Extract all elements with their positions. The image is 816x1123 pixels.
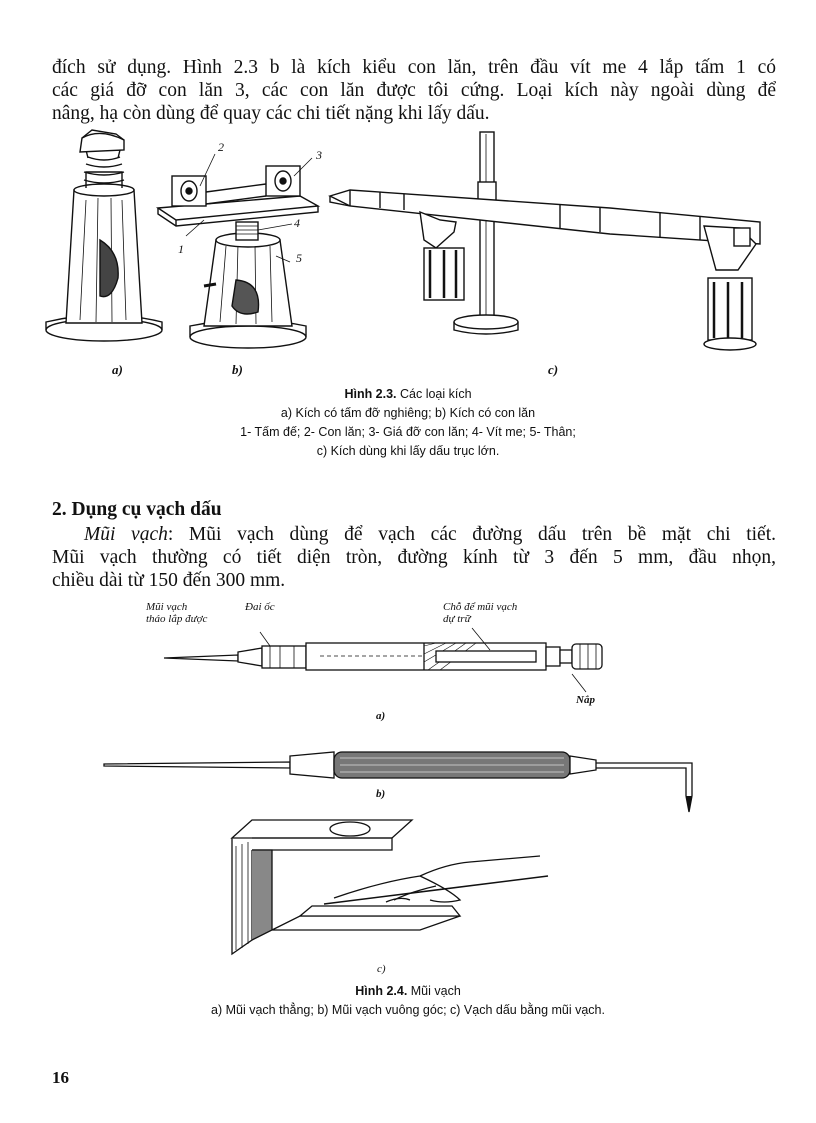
fig24-label-a: a) — [376, 710, 386, 722]
fig24-caption-line: a) Mũi vạch thẳng; b) Mũi vạch vuông góc; c) Vạch dấu bằng mũi vạch. — [211, 1003, 605, 1017]
note-removable-tip — [146, 601, 207, 625]
figure-2-4 — [0, 600, 816, 1000]
section-line-text: : Mũi vạch dùng để vạch các đường dấu trên bề mặt chi tiết. — [167, 524, 776, 545]
note-spare-storage-line: dự trữ — [443, 613, 471, 625]
fig24-caption-prefix: Hình 2.4. — [355, 984, 408, 998]
note-cap: Nắp — [576, 694, 595, 706]
fig23-caption-prefix: Hình 2.3. — [344, 387, 397, 401]
intro-line: các giá đỡ con lăn 3, các con lăn được tôi cứng. Loại kích này ngoài dùng để — [52, 80, 776, 101]
section-paragraph — [52, 523, 776, 592]
note-removable-tip-line: Mũi vạch — [146, 601, 188, 613]
fig24-caption-title: Mũi vạch — [407, 984, 461, 998]
section-term: Mũi vạch — [84, 524, 168, 545]
fig23-label-a: a) — [112, 362, 123, 377]
scriber-straight-drawing — [164, 628, 602, 692]
note-nut: Đai ốc — [245, 601, 275, 613]
fig23-caption-line: 1- Tấm đế; 2- Con lăn; 3- Giá đỡ con lăn; 4- Vít me; 5- Thân; — [240, 425, 576, 439]
fig23-caption-line: c) Kích dùng khi lấy dấu trục lớn. — [316, 444, 500, 458]
intro-line: nâng, hạ còn dùng để quay các chi tiết nặng khi lấy dấu. — [52, 103, 490, 124]
section-line: Mũi vạch thường có tiết diện tròn, đường kính từ 3 đến 5 mm, đầu nhọn, — [52, 547, 776, 568]
fig23-label-c: c) — [548, 362, 559, 377]
fig23-caption — [0, 385, 816, 461]
fig24-label-c: c) — [377, 963, 386, 975]
scribing-hand-drawing — [232, 820, 548, 954]
section-heading: 2. Dụng cụ vạch dấu — [52, 499, 222, 520]
fig24-label-b: b) — [376, 788, 386, 800]
jack-tilting-pad-drawing — [46, 130, 162, 341]
section-line — [52, 523, 776, 546]
note-removable-tip-line: tháo lắp được — [146, 613, 208, 625]
scriber-angle-drawing — [104, 752, 692, 812]
page-number: 16 — [52, 1068, 69, 1087]
part-number-5: 5 — [296, 251, 302, 265]
shaft-setup-drawing — [330, 132, 760, 350]
part-number-3: 3 — [316, 148, 322, 162]
part-number-2: 2 — [218, 140, 224, 154]
intro-line: đích sử dụng. Hình 2.3 b là kích kiểu con lăn, trên đầu vít me 4 lắp tấm 1 có — [52, 57, 776, 78]
note-spare-storage — [443, 601, 517, 625]
section-line: chiều dài từ 150 đến 300 mm. — [52, 570, 286, 591]
part-number-1: 1 — [178, 242, 184, 256]
note-spare-storage-line: Chỗ để mũi vạch — [443, 601, 518, 613]
figure-2-3 — [0, 0, 816, 380]
fig24-caption — [0, 982, 816, 1020]
fig23-label-b: b) — [232, 362, 243, 377]
part-number-4: 4 — [294, 216, 300, 230]
fig23-caption-title: Các loại kích — [396, 387, 472, 401]
fig23-caption-line: a) Kích có tấm đỡ nghiêng; b) Kích có con lăn — [280, 406, 536, 420]
